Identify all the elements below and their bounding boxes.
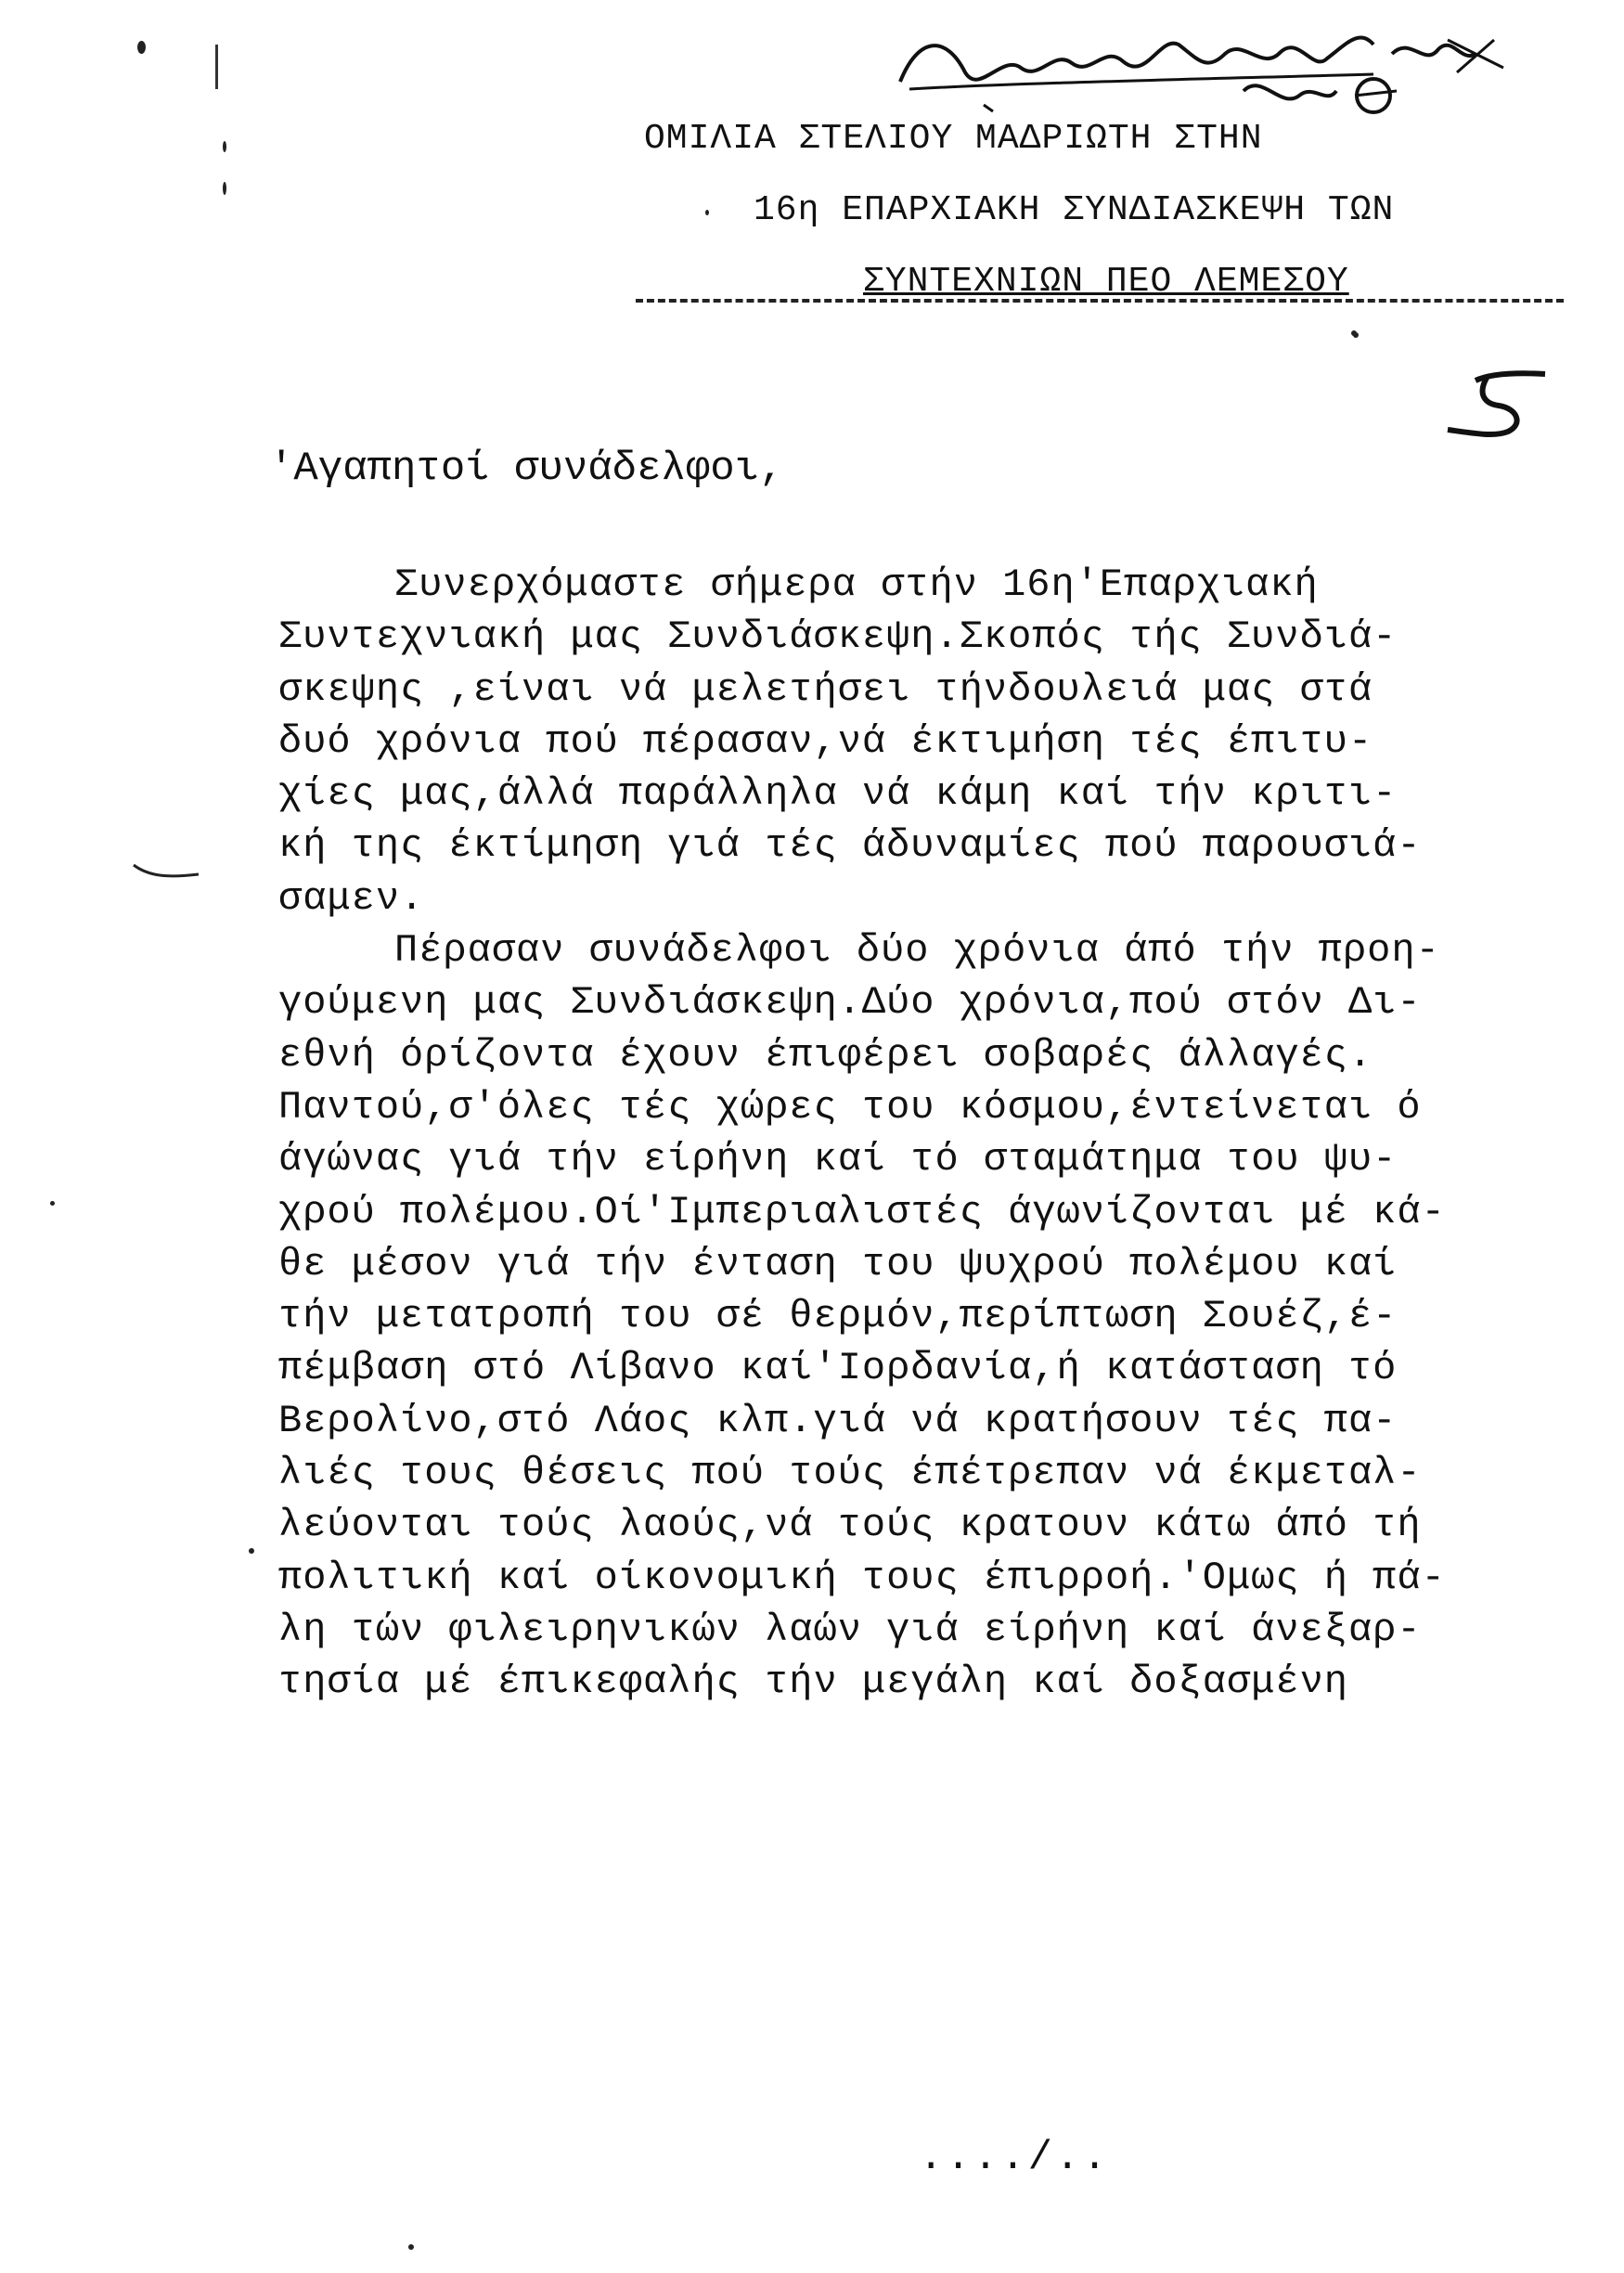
paragraph-1-line: Συνερχόμαστε σήμερα στήν 16η'Επαρχιακή bbox=[394, 562, 1319, 607]
paragraph-2-line: λεύονται τούς λαούς,νά τούς κρατουν κάτω άπό τή bbox=[278, 1503, 1422, 1548]
paragraph-2-line: Παντού,σ'όλες τές χώρες του κόσμου,έντείνεται ό bbox=[278, 1084, 1422, 1130]
scan-speck bbox=[249, 1548, 254, 1554]
scan-speck bbox=[137, 41, 146, 54]
scan-speck bbox=[50, 1201, 55, 1206]
handwritten-annotation bbox=[891, 17, 1531, 119]
scan-speck bbox=[1351, 330, 1357, 336]
paragraph-1-line: σκεψης ,είναι νά μελετήσει τήνδουλειά μας στά bbox=[278, 666, 1373, 712]
scan-speck bbox=[223, 182, 226, 195]
heading-line-1: ΟΜΙΛΙΑ ΣΤΕΛΙΟΥ ΜΑΔΡΙΩΤΗ ΣΤΗΝ bbox=[644, 119, 1263, 159]
paragraph-2-line: Πέρασαν συνάδελφοι δύο χρόνια άπό τήν προη- bbox=[394, 928, 1440, 974]
paragraph-2-line: λη τών φιλειρηνικών λαών γιά είρήνη καί άνεξαρ- bbox=[278, 1607, 1422, 1652]
paragraph-1-line: δυό χρόνια πού πέρασαν,νά έκτιμήση τές έπιτυ- bbox=[278, 718, 1373, 764]
salutation: 'Αγαπητοί συνάδελφοι, bbox=[269, 446, 784, 492]
margin-mark bbox=[130, 856, 204, 884]
paragraph-1-line: σαμεν. bbox=[278, 875, 425, 921]
speech-body bbox=[278, 559, 1568, 1709]
paragraph-2-line: τησία μέ έπικεφαλής τήν μεγάλη καί δοξασμένη bbox=[278, 1660, 1348, 1705]
handwritten-page-number bbox=[1420, 367, 1559, 441]
paragraph-2-line: γούμενη μας Συνδιάσκεψη.Δύο χρόνια,πού στόν Δι- bbox=[278, 980, 1422, 1026]
scan-speck bbox=[408, 2244, 414, 2250]
paragraph-2-line: πολιτική καί οίκονομική τους έπιρροή.'Ομως ή πά- bbox=[278, 1555, 1446, 1600]
heading-line-3: ΣΥΝΤΕΧΝΙΩΝ ΠΕΟ ΛΕΜΕΣΟΥ bbox=[863, 262, 1349, 302]
paragraph-2-line: εθνή όρίζοντα έχουν έπιφέρει σοβαρές άλλαγές. bbox=[278, 1032, 1373, 1078]
paragraph-1-line: κή της έκτίμηση γιά τές άδυναμίες πού παρουσιά- bbox=[278, 823, 1422, 869]
scan-speck bbox=[705, 210, 709, 215]
paragraph-2-line: χρού πολέμου.Οί'Ιμπεριαλιστές άγωνίζονται μέ κά- bbox=[278, 1189, 1446, 1234]
continuation-marker: ..../.. bbox=[919, 2135, 1110, 2181]
paragraph-2-line: άγώνας γιά τήν είρήνη καί τό σταμάτημα του ψυ- bbox=[278, 1137, 1398, 1182]
paragraph-1-line: χίες μας,άλλά παράλληλα νά κάμη καί τήν κριτι- bbox=[278, 771, 1398, 817]
paragraph-2-line: λιές τους θέσεις πού τούς έπέτρεπαν νά έκμεταλ- bbox=[278, 1451, 1422, 1496]
scan-speck bbox=[223, 141, 226, 152]
heading-line-2: 16η ΕΠΑΡΧΙΑΚΗ ΣΥΝΔΙΑΣΚΕΨΗ ΤΩΝ bbox=[754, 190, 1395, 230]
paragraph-2-line: θε μέσον γιά τήν ένταση του ψυχρού πολέμου καί bbox=[278, 1241, 1398, 1286]
scan-edge-mark bbox=[215, 45, 218, 89]
paragraph-2-line: τήν μετατροπή του σέ θερμόν,περίπτωση Σουέζ,έ- bbox=[278, 1294, 1398, 1339]
paragraph-1-line: Συντεχνιακή μας Συνδιάσκεψη.Σκοπός τής Συνδιά- bbox=[278, 614, 1398, 660]
heading-divider bbox=[636, 299, 1564, 303]
paragraph-2-line: Βερολίνο,στό Λάος κλπ.γιά νά κρατήσουν τές πα- bbox=[278, 1398, 1398, 1443]
paragraph-2-line: πέμβαση στό Λίβανο καί'Ιορδανία,ή κατάσταση τό bbox=[278, 1346, 1398, 1391]
